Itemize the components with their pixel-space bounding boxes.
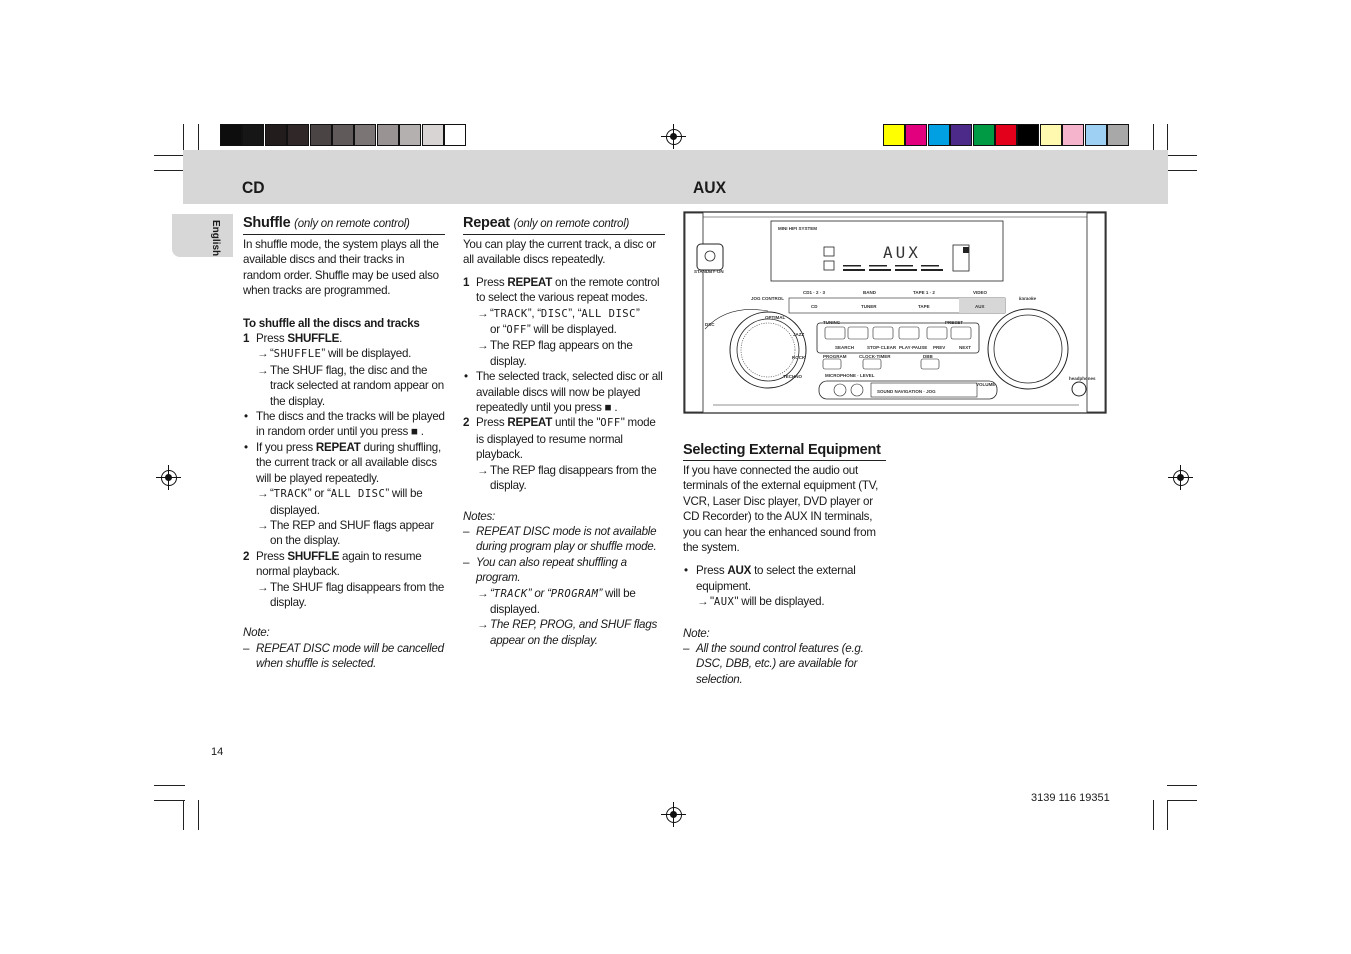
external-equipment-intro: If you have connected the audio out terminals of the external equipment (TV, VCR, Laser Disc player, DVD player or CD Recorder) to the AUX IN terminals, you can hear the enhanced sound from the system.	[683, 464, 879, 555]
language-tab	[172, 214, 233, 257]
result-line: → “TRACK” or “PROGRAM” will be displayed.	[477, 586, 636, 616]
step-2: 2 Press SHUFFLE again to resume normal playback.	[243, 549, 422, 579]
column-shuffle	[243, 214, 445, 672]
section-heading-cd: CD	[242, 178, 265, 197]
color-swatch	[1107, 124, 1129, 146]
color-swatch	[242, 124, 264, 146]
result-line: → The REP flag disappears from the display.	[477, 463, 657, 493]
crop-mark	[154, 800, 185, 801]
dsc-mode-label: ROCK	[792, 355, 806, 360]
microphone-label: MICROPHONE · LEVEL	[825, 373, 875, 378]
transport-button	[825, 327, 845, 339]
transport-button	[927, 327, 947, 339]
result-line: → “TRACK” or “ALL DISC” will be displayed.	[257, 487, 423, 517]
note-item: – All the sound control features (e.g. DSC, DBB, etc.) are available for selection.	[683, 642, 864, 686]
section-heading-aux: AUX	[693, 178, 727, 197]
source-label-top: BAND	[863, 290, 876, 295]
source-label-top: CD1 · 2 · 3	[803, 290, 826, 295]
display-readout: AUX	[883, 243, 921, 262]
result-line: → The SHUF flag, the disc and the track selected at random appear on the display.	[257, 363, 444, 408]
crop-mark	[1167, 800, 1197, 801]
brand-label: MINI HIFI SYSTEM	[778, 226, 818, 231]
transport-label: NEXT	[959, 345, 972, 350]
transport-button	[848, 327, 868, 339]
page-number: 14	[211, 746, 224, 758]
transport-label: STOP·CLEAR	[867, 345, 897, 350]
notes-label: Notes:	[463, 509, 496, 523]
registration-mark-icon	[666, 129, 682, 145]
result-line: → “SHUFFLE” will be displayed.	[257, 347, 412, 361]
color-swatch	[1085, 124, 1107, 146]
preset-label: PRESET	[945, 320, 964, 325]
jog-control-label: JOG CONTROL	[751, 296, 785, 301]
external-equipment-title: Selecting External Equipment	[683, 441, 886, 461]
result-line: → "AUX" will be displayed.	[697, 595, 825, 609]
registration-mark-icon	[161, 470, 177, 486]
color-swatch	[1017, 124, 1039, 146]
registration-mark-icon	[666, 807, 682, 823]
transport-button	[951, 327, 971, 339]
volume-knob	[994, 315, 1062, 383]
bullet-item: • The selected track, selected disc or all available discs will now be played repeatedly until you press ■ .	[464, 370, 663, 415]
dsc-mode-label: TECHNO	[783, 374, 802, 379]
bullet-item: • The discs and the tracks will be played in random order until you press ■ .	[244, 410, 445, 439]
source-label-top: VIDEO	[973, 290, 988, 295]
dsc-label: DSC	[705, 322, 715, 327]
result-line: → The REP and SHUF flags appear on the display.	[257, 518, 434, 548]
volume-label: VOLUME	[976, 382, 996, 387]
crop-mark	[198, 800, 199, 830]
button-label: PROGRAM	[823, 354, 847, 359]
color-swatch	[883, 124, 905, 146]
shuffle-subheading: To shuffle all the discs and tracks	[243, 316, 420, 330]
crop-mark	[1153, 800, 1154, 830]
standby-label: STANDBY·ON	[694, 269, 724, 274]
button-label: CLOCK·TIMER	[859, 354, 891, 359]
crop-mark	[1167, 155, 1197, 156]
repeat-title: Repeat (only on remote control)	[463, 214, 665, 235]
color-swatch	[399, 124, 421, 146]
transport-button	[899, 327, 919, 339]
result-line: → The REP flag appears on the display.	[477, 339, 633, 368]
source-label-bottom: AUX	[975, 304, 985, 309]
color-swatch	[905, 124, 927, 146]
crop-mark	[183, 800, 184, 830]
language-label: English	[210, 220, 221, 257]
note-item: – REPEAT DISC mode is not available during program play or shuffle mode.	[463, 524, 657, 554]
step-2: 2 Press REPEAT until the "OFF" mode is displayed to resume normal playback.	[463, 416, 656, 462]
tuning-label: TUNING	[823, 320, 841, 325]
note-item: – REPEAT DISC mode will be cancelled when shuffle is selected.	[243, 641, 444, 671]
transport-label: PREV	[933, 345, 946, 350]
bullet-item: • Press AUX to select the external equipment.	[684, 564, 856, 593]
step-1: 1 Press REPEAT on the remote control to select the various repeat modes.	[463, 275, 660, 305]
color-swatch	[995, 124, 1017, 146]
step-1: 1 Press SHUFFLE.	[243, 332, 343, 346]
note-label: Note:	[683, 626, 710, 640]
stop-icon: ■	[604, 401, 612, 415]
note-item: – You can also repeat shuffling a program.	[463, 555, 627, 585]
color-swatch	[377, 124, 399, 146]
color-swatch	[1062, 124, 1084, 146]
source-label-top: TAPE 1 · 2	[913, 290, 935, 295]
color-swatch	[332, 124, 354, 146]
jog-knob	[741, 323, 795, 377]
color-swatch	[354, 124, 376, 146]
crop-mark	[154, 155, 185, 156]
color-swatch	[1040, 124, 1062, 146]
crop-mark	[1167, 800, 1168, 830]
crop-mark	[1167, 785, 1197, 786]
color-swatch	[928, 124, 950, 146]
bullet-item: • If you press REPEAT during shuffling, the current track or all available discs will be played repeatedly.	[244, 440, 441, 485]
source-label-bottom: TUNER	[861, 304, 877, 309]
color-swatch	[220, 124, 242, 146]
karaoke-label: karaoke	[1019, 296, 1037, 301]
transport-label: PLAY·PAUSE	[899, 345, 928, 350]
dsc-mode-label: JAZZ	[793, 332, 805, 337]
crop-mark	[1167, 170, 1197, 171]
color-swatch	[444, 124, 466, 146]
color-swatch	[287, 124, 309, 146]
transport-label: SEARCH	[835, 345, 855, 350]
color-swatch	[310, 124, 332, 146]
document-code: 3139 116 19351	[1031, 792, 1110, 804]
crop-mark	[154, 170, 185, 171]
shuffle-title: Shuffle (only on remote control)	[243, 214, 445, 235]
color-swatch	[422, 124, 444, 146]
color-swatch	[973, 124, 995, 146]
sound-navigation-label: SOUND NAVIGATION · JOG	[877, 389, 936, 394]
device-front-panel	[683, 211, 1107, 414]
shuffle-intro: In shuffle mode, the system plays all the available discs and their tracks in random order. Shuffle may be used also when tracks are programmed.	[243, 238, 439, 298]
column-aux	[683, 441, 886, 687]
header-band	[183, 150, 1168, 204]
dsc-mode-label: OPTIMAL	[765, 315, 786, 320]
result-line: → The REP, PROG, and SHUF flags appear on the display.	[477, 618, 657, 647]
stop-icon: ■	[411, 425, 418, 439]
color-swatch	[265, 124, 287, 146]
headphones-jack-label: headphones	[1069, 376, 1096, 381]
crop-mark	[154, 785, 185, 786]
source-label-bottom: CD	[811, 304, 818, 309]
source-label-bottom: TAPE	[918, 304, 930, 309]
button-label: DBB	[923, 354, 933, 359]
color-swatch	[950, 124, 972, 146]
column-repeat	[463, 214, 665, 648]
repeat-intro: You can play the current track, a disc or all available discs repeatedly.	[463, 238, 656, 267]
registration-mark-icon	[1173, 470, 1189, 486]
transport-button	[873, 327, 893, 339]
result-line: → The SHUF flag disappears from the display.	[257, 580, 445, 609]
result-line: → “TRACK”, “DISC”, “ALL DISC” or “OFF” will be displayed.	[477, 306, 640, 337]
note-label: Note:	[243, 626, 270, 640]
headphones-icon	[1072, 382, 1086, 396]
